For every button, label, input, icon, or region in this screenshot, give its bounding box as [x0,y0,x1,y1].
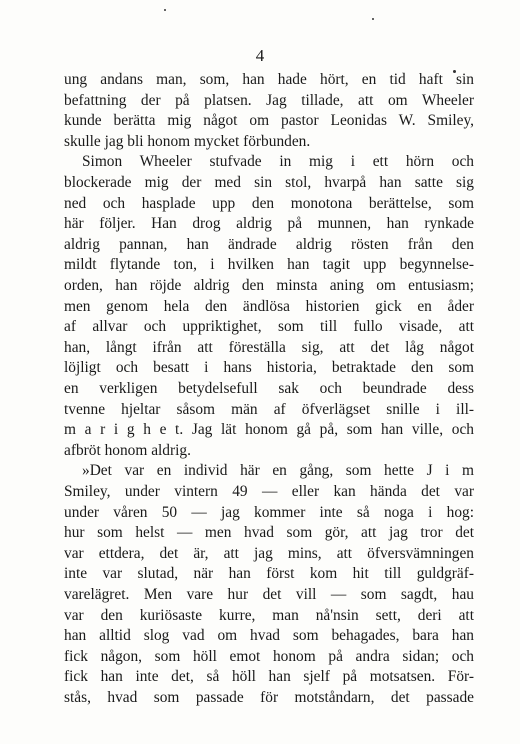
text-line: orden, han röjde aldrig den minsta aning om entusiasm; [64,277,474,294]
text-line: hur som helst — men hvad som gör, att jag tror det [64,524,474,542]
text-line: Smiley, under vintern 49 — eller kan hända det var [64,483,474,500]
text-line: tvenne hjeltar såsom män af öfverlägset snille i ill- [64,400,474,418]
text-line: fick han inte det, så höll han sjelf på motsatsen. För- [64,668,474,686]
text-line: Simon Wheeler stufvade in mig i ett hörn och [82,153,474,171]
text-line: ung andans man, som, han hade hört, en tid haft sin [64,71,474,88]
text-line: blockerade mig der med sin stol, hvarpå han satte sig [64,174,474,191]
page-number: 4 [255,46,265,65]
text-line: fick någon, som höll emot honom på andra sidan; och [64,647,474,665]
text-line: men genom hela den ändlösa historien gick en åder [64,297,474,315]
text-line: aldrig pannan, han ändrade aldrig rösten från den [64,235,474,253]
text-line: ned och hasplade upp den monotona berättelse, som [64,194,474,212]
text-line: under våren 50 — jag kommer inte så noga i hog: [64,503,474,521]
text-line: han, långt ifrån att föreställa sig, att det låg något [64,338,474,356]
text-line: han alltid slog vad om hvad som behagades, bara han [64,627,474,645]
text-line: af allvar och uppriktighet, som till fullo visade, att [64,318,474,336]
text-line: skulle jag bli honom mycket förbunden. [64,132,311,150]
text-line: »Det var en individ här en gång, som hette J i m [82,462,474,480]
text-line: en verkligen betydelsefull sak och beundrade dess [64,380,474,397]
text-line: var ettdera, det är, att jag mins, att öfversvämningen [64,544,474,562]
text-line: här följer. Han drog aldrig på munnen, han rynkade [64,215,474,233]
text-line: varelägret. Men vare hur det vill — som sagdt, hau [64,586,474,603]
text-line: afbröt honom aldrig. [64,441,191,459]
text-line: m a r i g h e t. Jag lät honom gå på, som han ville, och [64,421,474,439]
text-line: var den kuriösaste kurre, man nå'nsin sett, deri att [64,606,474,624]
text-line: inte var slutad, när han först kom hit till guldgräf- [64,565,474,583]
text-line: mildt flytande ton, i hvilken han tagit upp begynnelse- [64,256,474,274]
ink-speck [372,18,374,20]
text-line: kunde berätta mig något om pastor Leonidas W. Smiley, [64,112,474,130]
text-line: stås, hvad som passade för motståndarn, det passade [64,689,474,706]
ink-speck [164,9,166,11]
text-line: löjligt och besatt i hans historia, betraktade den som [64,359,474,377]
text-line: befattning der på platsen. Jag tillade, att om Wheeler [64,91,474,109]
